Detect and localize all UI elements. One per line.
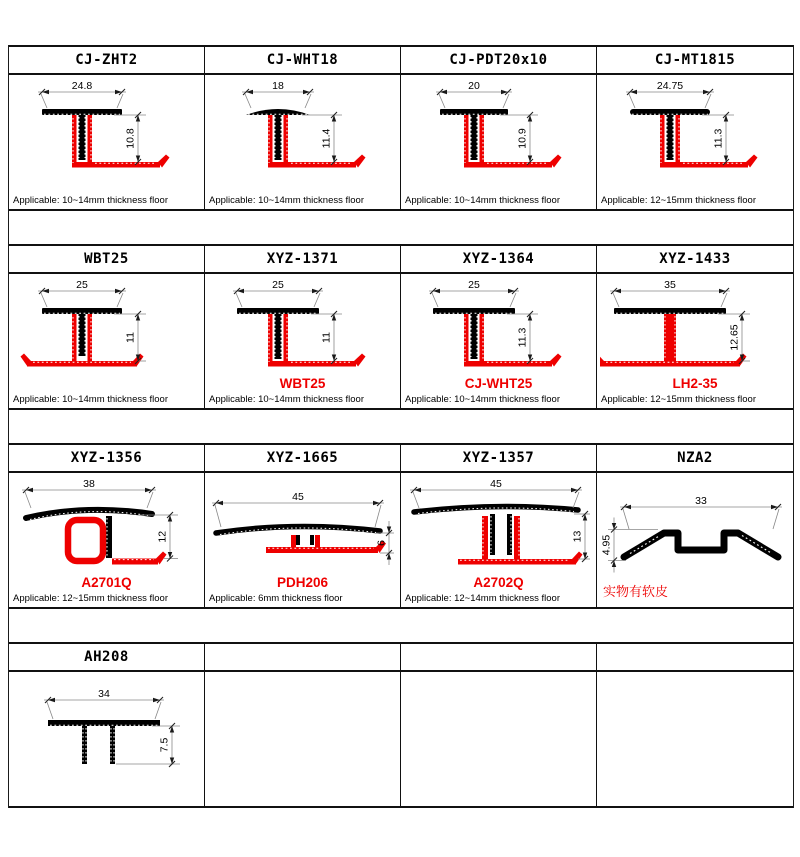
applicable-note: Applicable: 10~14mm thickness floor — [13, 195, 168, 206]
profile-drawing-WBT25 — [12, 278, 202, 382]
profile-stem — [470, 314, 477, 359]
product-code-cell — [597, 445, 793, 471]
dim-height — [124, 112, 141, 165]
dim-width — [610, 279, 730, 307]
profile-stem — [664, 314, 676, 361]
applicable-note: Applicable: 12~14mm thickness floor — [405, 593, 560, 604]
applicable-note: Applicable: 10~14mm thickness floor — [405, 195, 560, 206]
dim-width-label: 25 — [75, 279, 88, 291]
profile-cap — [216, 526, 380, 534]
dim-height-label: 4.95 — [600, 534, 613, 556]
header-row — [9, 45, 793, 75]
catalog-row-group — [9, 45, 793, 211]
product-code: CJ-PDT20x10 — [449, 52, 548, 68]
profile-drawing-AH208 — [12, 676, 202, 780]
applicable-note: Applicable: 6mm thickness floor — [209, 593, 343, 604]
dim-height — [729, 311, 746, 364]
alias-label: LH2-35 — [672, 376, 718, 391]
profile-catalog-table — [8, 45, 794, 808]
product-code: CJ-MT1815 — [654, 52, 736, 68]
profile-cell — [597, 473, 793, 607]
profile-channel — [482, 516, 520, 559]
profile-stem — [72, 314, 92, 361]
dim-width-label: 45 — [291, 491, 304, 503]
profile-stem — [490, 514, 512, 555]
dim-width — [233, 279, 323, 307]
profile-stem — [274, 115, 281, 160]
dim-height-label: 11.4 — [320, 128, 332, 149]
profile-cell — [9, 274, 205, 408]
product-code-cell — [9, 445, 205, 471]
profile-drawing-CJ-WHT18 — [208, 79, 398, 183]
dim-width-label: 24.8 — [71, 80, 92, 92]
dim-width-label: 45 — [489, 478, 502, 490]
profile-cell — [401, 672, 597, 806]
applicable-note: Applicable: 10~14mm thickness floor — [209, 195, 364, 206]
product-code: XYZ-1665 — [266, 450, 339, 466]
applicable-note: Applicable: 12~15mm thickness floor — [13, 593, 168, 604]
dim-width — [38, 80, 126, 108]
product-code-cell — [205, 47, 401, 73]
product-code-cell — [597, 246, 793, 272]
profile-cell — [401, 75, 597, 209]
product-code: XYZ-1357 — [462, 450, 535, 466]
dim-width-label: 18 — [271, 80, 284, 92]
product-note-cn: 实物有软皮 — [603, 584, 669, 599]
dim-width-label: 25 — [271, 279, 284, 291]
catalog-row-group — [9, 443, 793, 609]
dim-height-label: 13 — [571, 530, 583, 543]
profile-cell — [401, 274, 597, 408]
profile-cell — [205, 274, 401, 408]
profile-drawing-XYZ-1665 — [208, 477, 398, 581]
product-code: WBT25 — [84, 251, 129, 267]
profile-cell — [205, 75, 401, 209]
dim-height-label: 12 — [156, 530, 168, 543]
dim-width — [22, 478, 156, 508]
profile-cell — [597, 75, 793, 209]
dim-width — [242, 80, 314, 108]
product-code-cell — [401, 47, 597, 73]
profile-base — [288, 155, 366, 168]
catalog-row-group — [9, 642, 793, 808]
content-row — [9, 75, 793, 211]
profile-cap — [246, 109, 310, 115]
dim-height — [320, 311, 337, 364]
dim-height — [516, 311, 533, 364]
profile-cap — [42, 109, 122, 115]
profile-cap — [630, 109, 710, 115]
profile-base — [288, 354, 366, 367]
profile-drawing-XYZ-1371 — [208, 278, 398, 382]
dim-height-label: 11.3 — [516, 327, 528, 348]
profile-cell — [597, 672, 793, 806]
profile-cap — [414, 506, 578, 513]
profile-drawing-XYZ-1356 — [12, 477, 202, 581]
alias-label: PDH206 — [276, 575, 329, 590]
dim-width — [620, 495, 782, 529]
dim-width — [38, 279, 126, 307]
profile-ramp — [624, 533, 778, 557]
product-code: AH208 — [84, 649, 129, 665]
applicable-note: Applicable: 10~14mm thickness floor — [405, 394, 560, 405]
product-code: XYZ-1371 — [266, 251, 339, 267]
dim-height-label: 10.8 — [124, 128, 136, 149]
profile-base — [484, 354, 562, 367]
product-code: XYZ-1364 — [462, 251, 535, 267]
profile-cap — [237, 308, 319, 314]
dim-height — [601, 518, 618, 573]
profile-cap — [42, 308, 122, 314]
dim-width-label: 33 — [695, 495, 707, 507]
dim-width-label: 20 — [467, 80, 480, 92]
profile-base — [680, 155, 758, 168]
dim-height — [320, 112, 337, 165]
dim-width-label: 34 — [97, 688, 110, 700]
applicable-note: Applicable: 10~14mm thickness floor — [13, 394, 168, 405]
applicable-note: Applicable: 12~15mm thickness floor — [601, 195, 756, 206]
dim-width-label: 38 — [82, 478, 95, 490]
profile-cell — [205, 672, 401, 806]
group-spacer — [9, 410, 793, 443]
product-code: XYZ-1356 — [70, 450, 143, 466]
alias-label: CJ-WHT25 — [464, 376, 533, 391]
header-row — [9, 642, 793, 672]
product-code-cell — [205, 445, 401, 471]
product-code-cell — [401, 644, 597, 670]
profile-stem — [667, 115, 674, 160]
profile-drawing-NZA2 — [600, 477, 790, 581]
profile-stem — [78, 115, 85, 160]
dim-height — [516, 112, 533, 165]
dim-width — [44, 688, 164, 719]
profile-stem — [470, 115, 477, 160]
profile-drawing-XYZ-1433 — [600, 278, 790, 382]
profile-stem — [274, 314, 281, 359]
profile-drawing-CJ-PDT20x10 — [404, 79, 594, 183]
profile-legs — [82, 726, 115, 764]
profile-cell — [205, 473, 401, 607]
dim-width — [212, 491, 384, 527]
profile-cell — [9, 75, 205, 209]
header-row — [9, 443, 793, 473]
profile-cap — [48, 720, 160, 726]
applicable-note: Applicable: 12~15mm thickness floor — [601, 394, 756, 405]
dim-height-label: 7.5 — [158, 737, 170, 753]
profile-drawing-XYZ-1364 — [404, 278, 594, 382]
product-code: XYZ-1433 — [659, 251, 731, 267]
profile-base — [266, 541, 386, 554]
dim-width — [626, 80, 714, 108]
profile-stem — [291, 535, 320, 547]
product-code-cell — [9, 246, 205, 272]
product-code-cell — [597, 644, 793, 670]
dim-width — [429, 279, 519, 307]
profile-stem — [106, 516, 112, 558]
dim-width-label: 24.75 — [656, 80, 684, 92]
alias-label: WBT25 — [279, 376, 326, 391]
dim-width — [436, 80, 512, 108]
profile-cap — [440, 109, 508, 115]
applicable-note: Applicable: 10~14mm thickness floor — [209, 394, 364, 405]
dim-height — [375, 521, 392, 565]
profile-base — [458, 552, 583, 565]
product-code: NZA2 — [677, 450, 713, 466]
profile-base — [92, 155, 170, 168]
profile-cap — [614, 308, 726, 314]
profile-cell — [9, 473, 205, 607]
product-code-cell — [401, 246, 597, 272]
dim-height — [158, 723, 175, 767]
product-code-cell — [205, 644, 401, 670]
header-row — [9, 244, 793, 274]
dim-height-label: 10.9 — [516, 128, 528, 149]
alias-label: A2701Q — [81, 575, 132, 590]
dim-width-label: 35 — [664, 279, 676, 291]
profile-cell — [401, 473, 597, 607]
profile-drawing-CJ-MT1815 — [600, 79, 790, 183]
dim-height-label: 6 — [375, 540, 387, 546]
profile-cell — [597, 274, 793, 408]
profile-base — [112, 552, 167, 565]
dim-height-label: 11.3 — [712, 128, 725, 149]
content-row — [9, 672, 793, 808]
content-row — [9, 274, 793, 410]
product-code-cell — [205, 246, 401, 272]
product-code-cell — [9, 644, 205, 670]
profile-cap — [433, 308, 515, 314]
product-code: CJ-ZHT2 — [75, 52, 138, 68]
dim-height-label: 11 — [124, 332, 136, 343]
content-row — [9, 473, 793, 609]
profile-drawing-CJ-ZHT2 — [12, 79, 202, 183]
group-spacer — [9, 211, 793, 244]
profile-cell — [9, 672, 205, 806]
dim-width — [410, 478, 582, 508]
profile-drawing-XYZ-1357 — [404, 477, 594, 581]
dim-width-label: 25 — [467, 279, 480, 291]
dim-height-label: 11 — [320, 332, 332, 343]
product-code-cell — [401, 445, 597, 471]
product-code: CJ-WHT18 — [266, 52, 339, 68]
product-code-cell — [9, 47, 205, 73]
dim-height — [124, 311, 141, 364]
profile-base — [484, 155, 562, 168]
dim-height-label: 12.65 — [728, 324, 741, 351]
group-spacer — [9, 609, 793, 642]
product-code-cell — [597, 47, 793, 73]
profile-channel — [68, 520, 103, 561]
catalog-row-group — [9, 244, 793, 410]
dim-height — [713, 112, 730, 165]
alias-label: A2702Q — [473, 575, 524, 590]
